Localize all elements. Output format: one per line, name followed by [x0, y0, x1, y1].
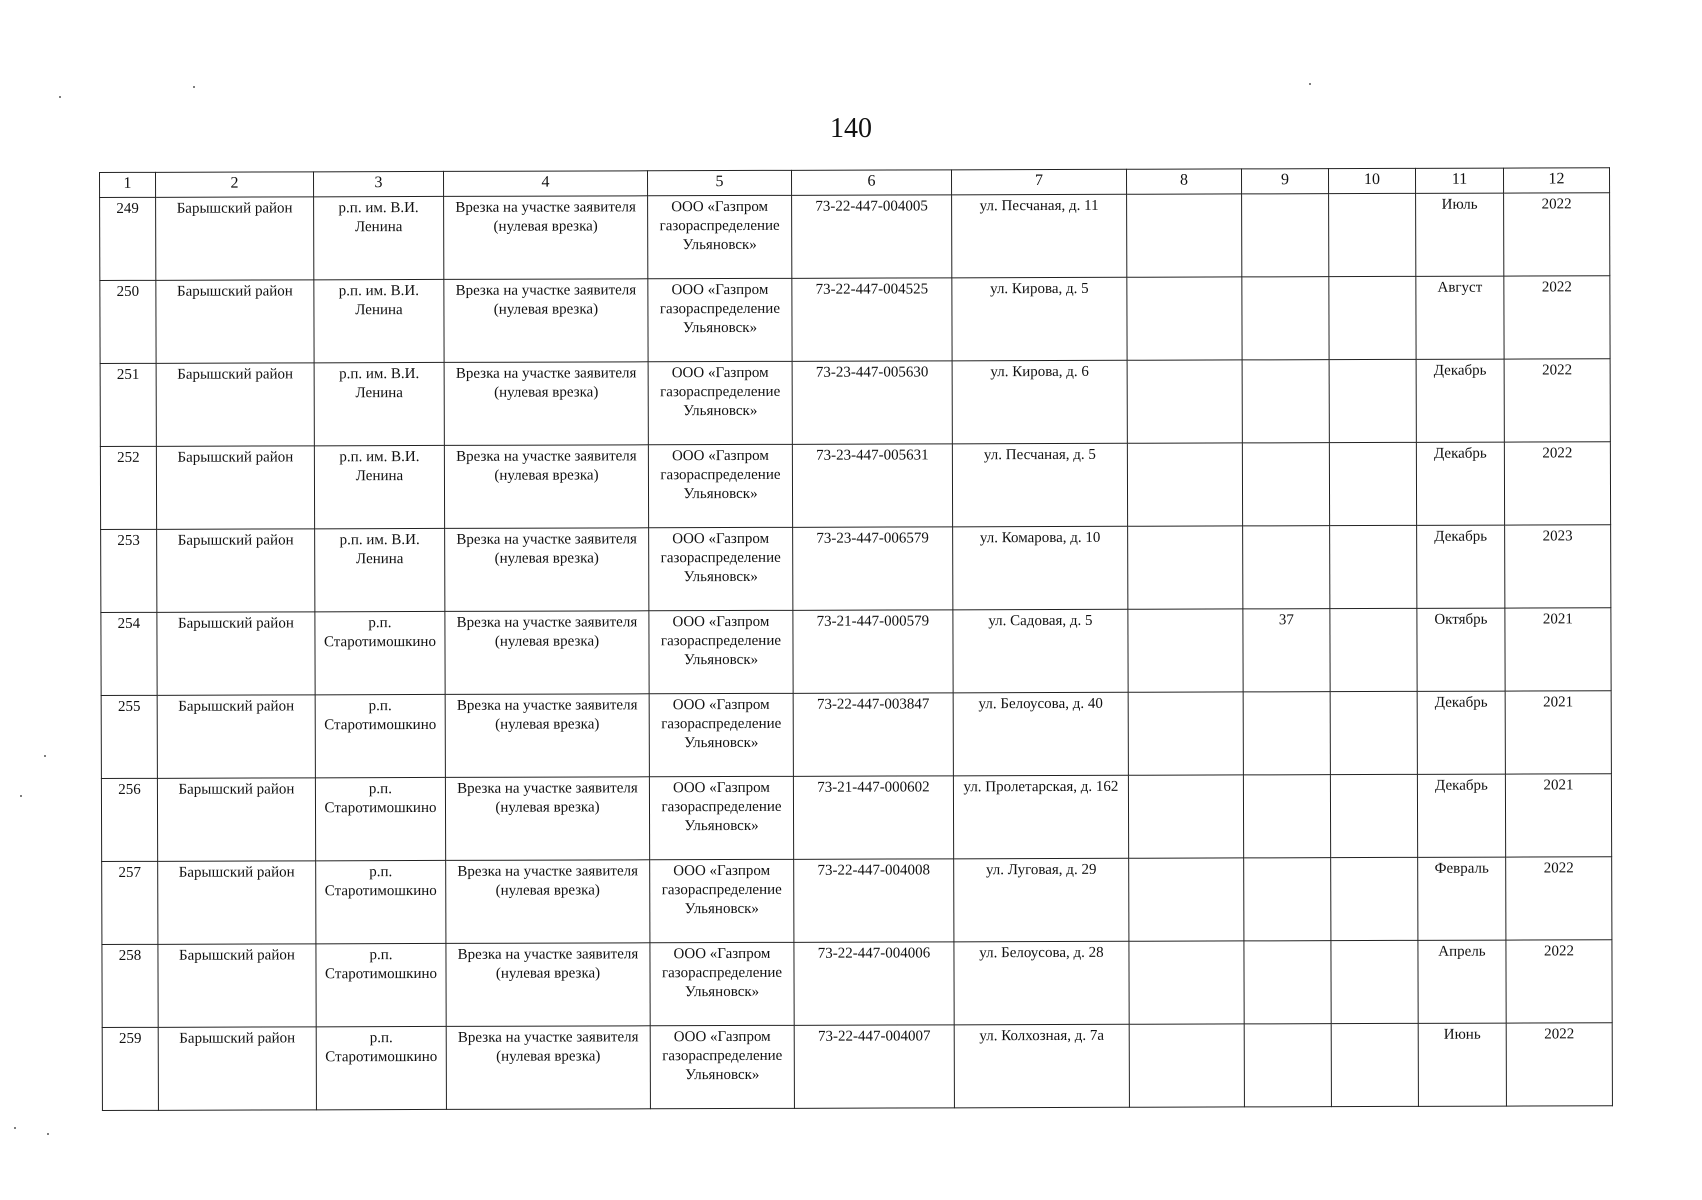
table-row: [101, 608, 1611, 696]
column-header: 12: [1503, 168, 1609, 193]
row-number-cell: 256: [101, 778, 157, 861]
scan-speck: [59, 96, 61, 98]
settlement-cell: р.п. Старотимошкино: [315, 694, 445, 777]
year-cell: 2022: [1504, 193, 1610, 276]
column-8-cell: [1127, 360, 1242, 443]
organization-cell: ООО «Газпром газораспределение Ульяновск»: [649, 776, 793, 859]
column-header: 9: [1241, 169, 1328, 194]
object-code-cell: 73-22-447-003847: [793, 693, 953, 777]
column-8-cell: [1128, 775, 1243, 858]
column-9-cell: [1243, 775, 1330, 858]
column-10-cell: [1330, 691, 1417, 774]
table-body: [100, 168, 1613, 1111]
work-type-cell: Врезка на участке заявителя (нулевая врезка): [445, 694, 649, 778]
column-10-cell: [1329, 276, 1416, 359]
column-8-cell: [1127, 277, 1242, 360]
column-10-cell: [1330, 608, 1417, 691]
column-9-cell: [1243, 526, 1330, 609]
district-cell: Барышский район: [158, 1027, 316, 1110]
year-cell: 2023: [1505, 525, 1611, 608]
table-row: [101, 525, 1611, 613]
settlement-cell: р.п. им. В.И. Ленина: [314, 362, 444, 445]
row-number-cell: 258: [102, 944, 158, 1027]
register-table: [99, 167, 1613, 1111]
address-cell: ул. Белоусова, д. 40: [953, 692, 1128, 776]
scan-speck: [44, 755, 46, 757]
object-code-cell: 73-22-447-004007: [794, 1025, 954, 1109]
scan-speck: [14, 1127, 16, 1129]
column-header: 5: [647, 170, 791, 195]
row-number-cell: 253: [101, 529, 157, 612]
column-8-cell: [1129, 941, 1244, 1024]
column-header: 2: [156, 172, 314, 197]
column-header: 1: [100, 172, 156, 197]
object-code-cell: 73-22-447-004005: [792, 195, 952, 279]
district-cell: Барышский район: [158, 861, 316, 944]
object-code-cell: 73-23-447-006579: [793, 527, 953, 611]
settlement-cell: р.п. Старотимошкино: [316, 943, 446, 1026]
settlement-cell: р.п. Старотимошкино: [315, 777, 445, 860]
work-type-cell: Врезка на участке заявителя (нулевая врезка): [444, 445, 648, 529]
column-10-cell: [1330, 774, 1417, 857]
settlement-cell: р.п. Старотимошкино: [316, 860, 446, 943]
district-cell: Барышский район: [156, 446, 314, 529]
column-10-cell: [1331, 1023, 1418, 1106]
column-header: 7: [951, 169, 1126, 195]
organization-cell: ООО «Газпром газораспределение Ульяновск»: [650, 859, 794, 942]
year-cell: 2021: [1505, 691, 1611, 774]
month-cell: Июнь: [1418, 1023, 1506, 1106]
column-8-cell: [1127, 443, 1242, 526]
table-container: [99, 167, 1612, 1111]
row-number-cell: 257: [102, 861, 158, 944]
district-cell: Барышский район: [157, 529, 315, 612]
column-9-cell: [1242, 194, 1329, 277]
column-header: 10: [1328, 168, 1415, 193]
organization-cell: ООО «Газпром газораспределение Ульяновск»: [650, 1025, 794, 1108]
address-cell: ул. Песчаная, д. 11: [952, 194, 1127, 278]
organization-cell: ООО «Газпром газораспределение Ульяновск»: [649, 693, 793, 776]
organization-cell: ООО «Газпром газораспределение Ульяновск»: [650, 942, 794, 1025]
work-type-cell: Врезка на участке заявителя (нулевая врезка): [444, 362, 648, 446]
organization-cell: ООО «Газпром газораспределение Ульяновск»: [649, 610, 793, 693]
column-9-cell: [1242, 360, 1329, 443]
work-type-cell: Врезка на участке заявителя (нулевая врезка): [445, 777, 649, 861]
object-code-cell: 73-21-447-000602: [793, 776, 953, 860]
scan-speck: [193, 86, 195, 88]
year-cell: 2022: [1504, 359, 1610, 442]
address-cell: ул. Колхозная, д. 7а: [954, 1024, 1129, 1108]
column-8-cell: [1129, 1024, 1244, 1107]
year-cell: 2022: [1506, 1023, 1612, 1106]
column-9-cell: [1244, 1024, 1331, 1107]
row-number-cell: 249: [100, 197, 156, 280]
column-9-cell: [1242, 443, 1329, 526]
table-row: [100, 359, 1610, 447]
object-code-cell: 73-23-447-005631: [792, 444, 952, 528]
month-cell: Декабрь: [1417, 774, 1505, 857]
settlement-cell: р.п. Старотимошкино: [316, 1026, 446, 1109]
column-9-cell: [1243, 692, 1330, 775]
column-10-cell: [1329, 193, 1416, 276]
year-cell: 2022: [1504, 276, 1610, 359]
organization-cell: ООО «Газпром газораспределение Ульяновск»: [648, 361, 792, 444]
district-cell: Барышский район: [156, 363, 314, 446]
work-type-cell: Врезка на участке заявителя (нулевая врезка): [446, 943, 650, 1027]
month-cell: Декабрь: [1416, 442, 1504, 525]
scan-speck: [1309, 83, 1311, 85]
column-8-cell: [1129, 858, 1244, 941]
column-10-cell: [1331, 940, 1418, 1023]
table-row: [102, 857, 1612, 945]
district-cell: Барышский район: [156, 280, 314, 363]
work-type-cell: Врезка на участке заявителя (нулевая врезка): [445, 528, 649, 612]
work-type-cell: Врезка на участке заявителя (нулевая врезка): [446, 1026, 650, 1110]
page-number: 140: [830, 113, 872, 144]
month-cell: Декабрь: [1417, 691, 1505, 774]
row-number-cell: 259: [102, 1027, 158, 1110]
year-cell: 2022: [1504, 442, 1610, 525]
address-cell: ул. Комарова, д. 10: [953, 526, 1128, 610]
table-row: [102, 940, 1612, 1028]
row-number-cell: 252: [100, 446, 156, 529]
column-header: 8: [1126, 169, 1241, 194]
column-9-cell: [1244, 941, 1331, 1024]
district-cell: Барышский район: [157, 778, 315, 861]
column-9-cell: [1244, 858, 1331, 941]
work-type-cell: Врезка на участке заявителя (нулевая врезка): [444, 279, 648, 363]
address-cell: ул. Кирова, д. 6: [952, 360, 1127, 444]
district-cell: Барышский район: [156, 197, 314, 280]
address-cell: ул. Луговая, д. 29: [954, 858, 1129, 942]
table-row: [100, 276, 1610, 364]
year-cell: 2021: [1505, 608, 1611, 691]
row-number-cell: 251: [100, 363, 156, 446]
district-cell: Барышский район: [158, 944, 316, 1027]
table-row: [101, 774, 1611, 862]
month-cell: Июль: [1416, 193, 1504, 276]
row-number-cell: 255: [101, 695, 157, 778]
month-cell: Февраль: [1418, 857, 1506, 940]
column-header: 3: [314, 171, 444, 196]
settlement-cell: р.п. им. В.И. Ленина: [314, 196, 444, 279]
row-number-cell: 250: [100, 280, 156, 363]
organization-cell: ООО «Газпром газораспределение Ульяновск»: [649, 527, 793, 610]
settlement-cell: р.п. Старотимошкино: [315, 611, 445, 694]
object-code-cell: 73-22-447-004008: [794, 859, 954, 943]
organization-cell: ООО «Газпром газораспределение Ульяновск»: [648, 278, 792, 361]
year-cell: 2022: [1506, 940, 1612, 1023]
district-cell: Барышский район: [157, 695, 315, 778]
work-type-cell: Врезка на участке заявителя (нулевая врезка): [446, 860, 650, 944]
scan-speck: [47, 1133, 49, 1135]
column-header: 11: [1415, 168, 1503, 193]
address-cell: ул. Садовая, д. 5: [953, 609, 1128, 693]
month-cell: Декабрь: [1417, 525, 1505, 608]
settlement-cell: р.п. им. В.И. Ленина: [314, 279, 444, 362]
column-8-cell: [1128, 692, 1243, 775]
year-cell: 2022: [1506, 857, 1612, 940]
address-cell: ул. Белоусова, д. 28: [954, 941, 1129, 1025]
table-row: [101, 691, 1611, 779]
month-cell: Апрель: [1418, 940, 1506, 1023]
column-10-cell: [1331, 857, 1418, 940]
year-cell: 2021: [1505, 774, 1611, 857]
object-code-cell: 73-21-447-000579: [793, 610, 953, 694]
district-cell: Барышский район: [157, 612, 315, 695]
address-cell: ул. Песчаная, д. 5: [952, 443, 1127, 527]
column-8-cell: [1128, 609, 1243, 692]
column-8-cell: [1128, 526, 1243, 609]
address-cell: ул. Пролетарская, д. 162: [953, 775, 1128, 859]
column-header: 4: [443, 171, 647, 197]
month-cell: Октябрь: [1417, 608, 1505, 691]
column-10-cell: [1329, 442, 1416, 525]
object-code-cell: 73-22-447-004525: [792, 278, 952, 362]
work-type-cell: Врезка на участке заявителя (нулевая врезка): [445, 611, 649, 695]
row-number-cell: 254: [101, 612, 157, 695]
column-9-cell: [1242, 277, 1329, 360]
column-9-cell: 37: [1243, 609, 1330, 692]
organization-cell: ООО «Газпром газораспределение Ульяновск»: [648, 444, 792, 527]
settlement-cell: р.п. им. В.И. Ленина: [315, 528, 445, 611]
column-8-cell: [1127, 194, 1242, 277]
object-code-cell: 73-22-447-004006: [794, 942, 954, 1026]
column-10-cell: [1330, 525, 1417, 608]
address-cell: ул. Кирова, д. 5: [952, 277, 1127, 361]
work-type-cell: Врезка на участке заявителя (нулевая врезка): [444, 196, 648, 280]
organization-cell: ООО «Газпром газораспределение Ульяновск»: [648, 195, 792, 278]
column-header: 6: [791, 170, 951, 196]
table-row: [102, 1023, 1612, 1111]
column-10-cell: [1329, 359, 1416, 442]
month-cell: Декабрь: [1416, 359, 1504, 442]
scan-speck: [20, 795, 22, 797]
table-row: [100, 193, 1610, 281]
month-cell: Август: [1416, 276, 1504, 359]
settlement-cell: р.п. им. В.И. Ленина: [314, 445, 444, 528]
table-row: [100, 442, 1610, 530]
object-code-cell: 73-23-447-005630: [792, 361, 952, 445]
